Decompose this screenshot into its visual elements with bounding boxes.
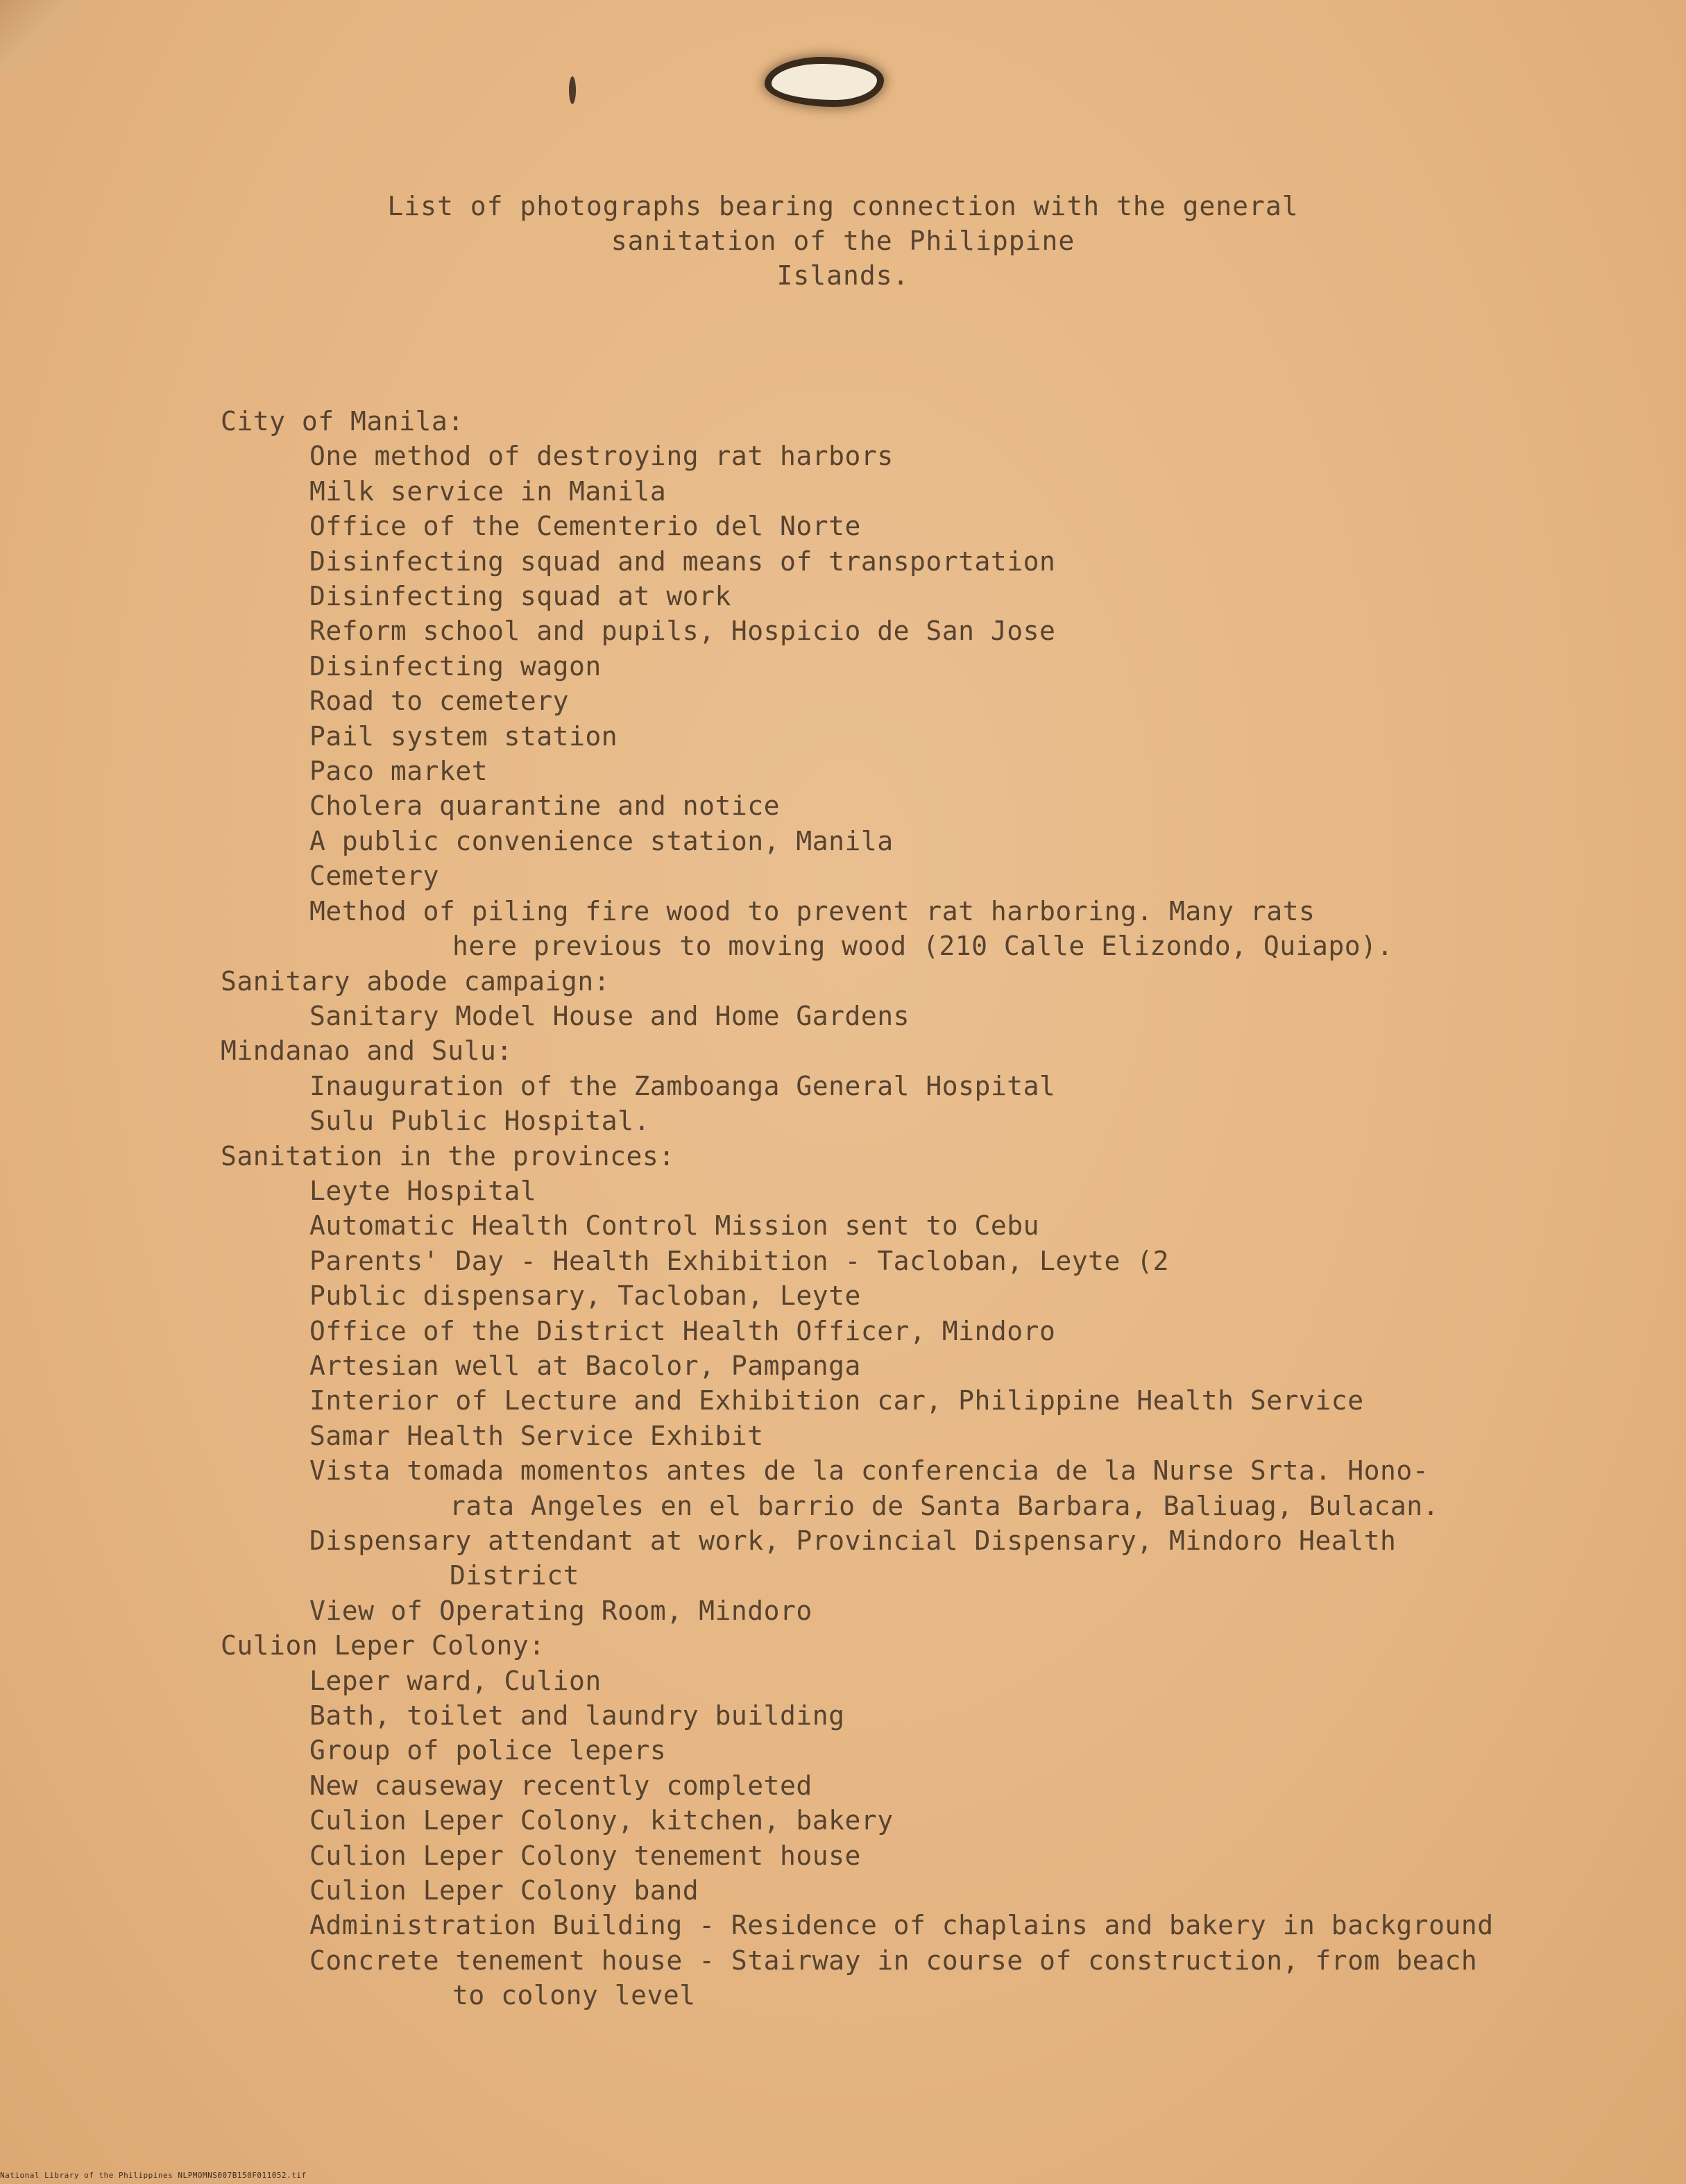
- list-item: Artesian well at Bacolor, Pampanga: [309, 1350, 861, 1381]
- archive-footer: National Library of the Philippines NLPMOMNS007B150F011052.tif: [0, 2171, 307, 2180]
- ink-spot: [569, 76, 576, 104]
- list-item: Culion Leper Colony, kitchen, bakery: [309, 1805, 894, 1836]
- list-item: Inauguration of the Zamboanga General Hospital: [309, 1070, 1056, 1101]
- list-item: Culion Leper Colony tenement house: [309, 1840, 861, 1871]
- list-item: Paco market: [309, 756, 488, 787]
- title-line: sanitation of the Philippine: [611, 226, 1075, 256]
- list-item: One method of destroying rat harbors: [309, 441, 894, 472]
- section-heading: Mindanao and Sulu:: [221, 1035, 513, 1067]
- list-item-continuation: here previous to moving wood (210 Calle Elizondo, Quiapo).: [452, 931, 1393, 962]
- list-item: Vista tomada momentos antes de la conferencia de la Nurse Srta. Hono-: [309, 1455, 1429, 1487]
- list-item: Dispensary attendant at work, Provincial Dispensary, Mindoro Health: [309, 1525, 1397, 1556]
- list-item: Concrete tenement house - Stairway in course of construction, from beach: [309, 1945, 1478, 1976]
- punch-hole: [772, 64, 877, 100]
- list-item: Pail system station: [309, 720, 618, 752]
- list-item: Method of piling fire wood to prevent rat harboring. Many rats: [309, 895, 1315, 926]
- list-item: Disinfecting squad and means of transportation: [309, 545, 1056, 577]
- list-item: Interior of Lecture and Exhibition car, Philippine Health Service: [309, 1385, 1364, 1416]
- section-heading: City of Manila:: [221, 406, 464, 437]
- list-item: Parents' Day - Health Exhibition - Tacloban, Leyte (2: [309, 1245, 1170, 1276]
- list-item: Public dispensary, Tacloban, Leyte: [309, 1280, 861, 1312]
- list-item: Leyte Hospital: [309, 1175, 537, 1206]
- list-item: Automatic Health Control Mission sent to Cebu: [309, 1210, 1040, 1242]
- folded-corner: [0, 0, 83, 76]
- list-item: Group of police lepers: [309, 1735, 667, 1766]
- list-item: Reform school and pupils, Hospicio de San Jose: [309, 616, 1056, 647]
- list-item: Cemetery: [309, 861, 440, 892]
- list-item: Sulu Public Hospital.: [309, 1106, 650, 1137]
- photo-list: [221, 404, 1608, 2013]
- list-item-continuation: to colony level: [452, 1980, 696, 2011]
- document-title: [0, 189, 1686, 293]
- list-item: Milk service in Manila: [309, 475, 667, 507]
- section-heading: Sanitation in the provinces:: [221, 1140, 675, 1171]
- list-item: Administration Building - Residence of chaplains and bakery in background: [309, 1910, 1494, 1941]
- list-item: A public convenience station, Manila: [309, 825, 894, 856]
- list-item: Culion Leper Colony band: [309, 1875, 699, 1906]
- list-item: Office of the Cementerio del Norte: [309, 511, 861, 542]
- section-heading: Culion Leper Colony:: [221, 1630, 545, 1661]
- list-item: Leper ward, Culion: [309, 1665, 602, 1696]
- list-item: Office of the District Health Officer, Mindoro: [309, 1315, 1056, 1346]
- list-item: View of Operating Room, Mindoro: [309, 1595, 812, 1626]
- title-line: Islands.: [776, 260, 910, 291]
- list-item: New causeway recently completed: [309, 1770, 812, 1801]
- list-item: Road to cemetery: [309, 686, 570, 717]
- list-item: Bath, toilet and laundry building: [309, 1700, 845, 1732]
- list-item-continuation: rata Angeles en el barrio de Santa Barbara, Baliuag, Bulacan.: [450, 1490, 1440, 1521]
- title-line: List of photographs bearing connection with the general: [387, 191, 1299, 221]
- list-item: Sanitary Model House and Home Gardens: [309, 1000, 910, 1031]
- list-item-continuation: District: [450, 1560, 580, 1591]
- list-item: Disinfecting wagon: [309, 650, 602, 682]
- list-item: Samar Health Service Exhibit: [309, 1420, 764, 1451]
- section-heading: Sanitary abode campaign:: [221, 965, 611, 997]
- list-item: Disinfecting squad at work: [309, 581, 731, 612]
- list-item: Cholera quarantine and notice: [309, 790, 780, 822]
